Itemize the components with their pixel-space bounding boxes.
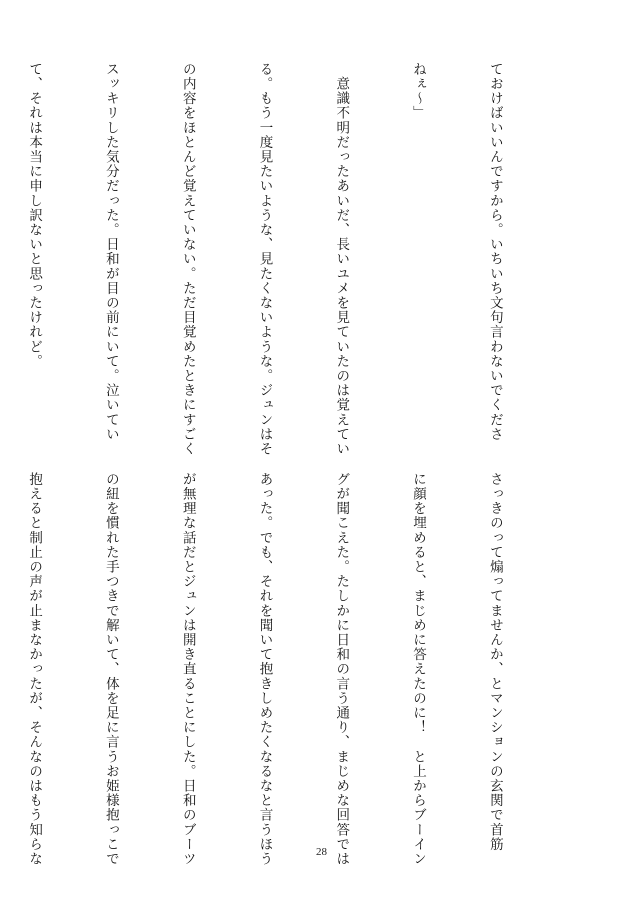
- text-line: に顔を埋めると、まじめに答えたのに！ と上からブーイン: [410, 472, 427, 867]
- text-line: の内容をほとんど覚えていない。ただ目覚めたときにすごく: [179, 62, 196, 457]
- text-line: の紐を慣れた手つきで解いて、体を足に言うお姫様抱っこで: [102, 472, 119, 867]
- page-number: 28: [316, 846, 327, 858]
- text-line: スッキリした気分だった。日和が目の前にいて。泣いてい: [102, 62, 119, 442]
- text-line: ねぇ～」: [410, 62, 427, 121]
- top-text-block: [0, 62, 558, 457]
- text-line: さっきのって煽ってませんか、とマンションの玄関で首筋: [486, 472, 503, 852]
- text-line: て、それは本当に申し訳ないと思ったけれど。: [26, 62, 43, 369]
- text-line: グが聞こえた。たしかに日和の言う通り、まじめな回答では: [333, 472, 350, 867]
- text-line: 抱えると制止の声が止まなかったが、そんなのはもう知らな: [26, 472, 43, 867]
- text-line: 意識不明だったあいだ、長いユメを見ていたのは覚えてい: [333, 62, 350, 457]
- text-line: あった。でも、それを聞いて抱きしめたくなるなと言うほう: [256, 472, 273, 867]
- text-line: が無理な話だとジュンは開き直ることにした。日和のブーツ: [179, 472, 196, 867]
- text-line: る。もう一度見たいような、見たくないような。ジュンはそ: [256, 62, 273, 457]
- text-line: ておけばいいんですから。いちいち文句言わないでくださ: [486, 62, 503, 442]
